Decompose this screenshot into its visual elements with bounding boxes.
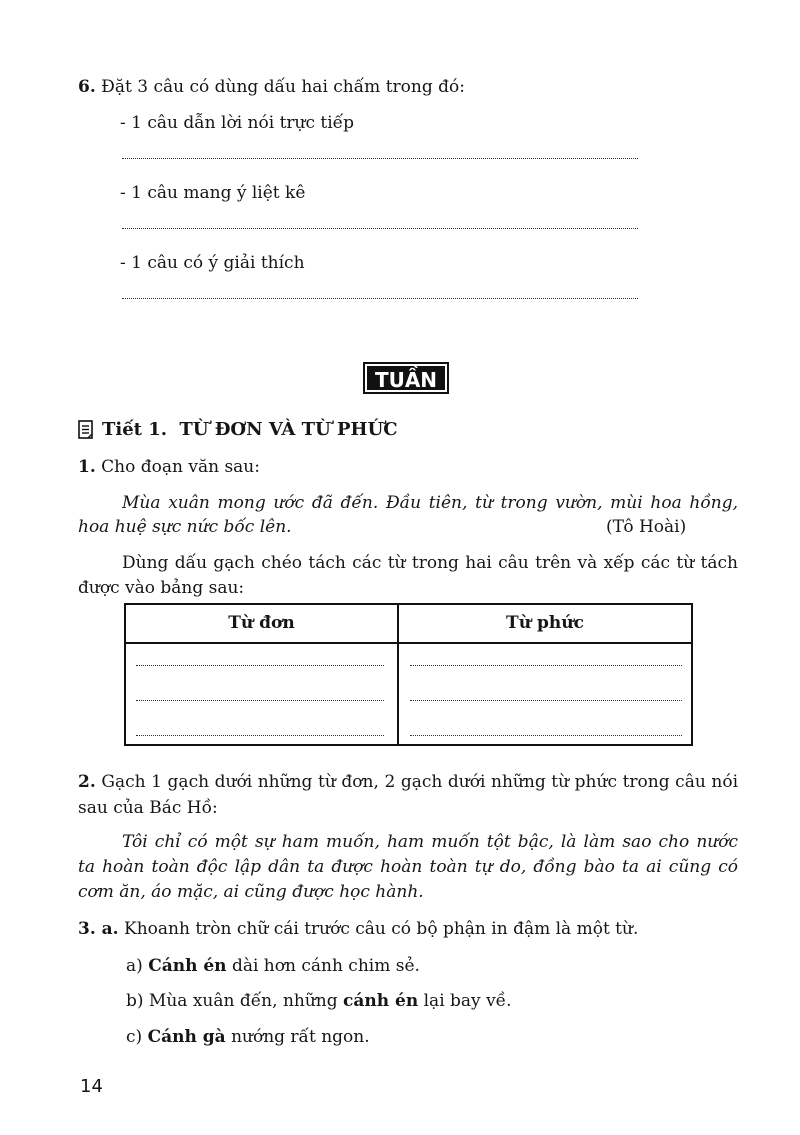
exercise-2-number: 2.: [78, 772, 96, 792]
exercise-3-text: Khoanh tròn chữ cái trước câu có bộ phận in đậm là một từ.: [124, 919, 639, 939]
option-b: [126, 990, 512, 1012]
quote-line-2: ta hoàn toàn độc lập dân ta được hoàn toàn tự do, đồng bào ta ai cũng có: [78, 857, 738, 877]
quote-line-3: cơm ăn, áo mặc, ai cũng được học hành.: [78, 882, 424, 902]
exercise-3-prompt: [78, 918, 638, 940]
table-header-compound-words: Từ phức: [506, 613, 584, 633]
passage-line-1: Mùa xuân mong ước đã đến. Đầu tiên, từ trong vườn, mùi hoa hồng,: [122, 493, 738, 513]
exercise-6-prompt: [78, 76, 465, 98]
lesson-title: TỪ ĐƠN VÀ TỪ PHỨC: [179, 419, 398, 440]
option-c-letter: c): [126, 1027, 143, 1047]
answer-line: [122, 298, 638, 299]
quote-line-1: Tôi chỉ có một sự ham muốn, ham muốn tột bậc, là làm sao cho nước: [122, 832, 738, 852]
exercise-6-item-3: - 1 câu có ý giải thích: [120, 253, 305, 273]
answer-line: [136, 700, 384, 701]
exercise-2-text: Gạch 1 gạch dưới những từ đơn, 2 gạch dưới những từ phức trong câu nói: [101, 772, 739, 792]
answer-line: [410, 665, 682, 666]
answer-line: [122, 158, 638, 159]
page-number: 14: [80, 1076, 103, 1097]
answer-line: [122, 228, 638, 229]
option-a-letter: a): [126, 956, 143, 976]
exercise-3-number: 3. a.: [78, 919, 119, 939]
table-header-rule: [126, 642, 691, 644]
instruction-line-2: được vào bảng sau:: [78, 578, 245, 598]
week-badge: TUẦN 3: [363, 362, 449, 394]
option-a-rest: dài hơn cánh chim sẻ.: [231, 956, 420, 976]
option-b-rest: lại bay về.: [423, 991, 512, 1011]
exercise-6-text: Đặt 3 câu có dùng dấu hai chấm trong đó:: [101, 77, 465, 97]
answer-line: [410, 735, 682, 736]
table-header-single-words: Từ đơn: [228, 613, 295, 633]
passage-author: (Tô Hoài): [606, 517, 687, 537]
exercise-6-item-1: - 1 câu dẫn lời nói trực tiếp: [120, 113, 355, 133]
option-c-bold-phrase: Cánh gà: [147, 1027, 226, 1047]
instruction-line-1: Dùng dấu gạch chéo tách các từ trong hai câu trên và xếp các từ tách: [122, 553, 738, 573]
option-a: [126, 955, 420, 977]
option-b-pre: Mùa xuân đến, những: [148, 991, 338, 1011]
exercise-1-number: 1.: [78, 457, 96, 477]
option-b-bold-phrase: cánh én: [343, 991, 419, 1011]
answer-line: [136, 665, 384, 666]
word-classification-table: [124, 603, 693, 746]
lesson-heading: [102, 418, 398, 442]
notebook-icon: [78, 420, 94, 440]
option-b-letter: b): [126, 991, 144, 1011]
lesson-label: Tiết 1.: [102, 419, 168, 440]
option-a-bold-phrase: Cánh én: [148, 956, 227, 976]
exercise-1-text: Cho đoạn văn sau:: [101, 457, 260, 477]
option-c-rest: nướng rất ngon.: [231, 1027, 370, 1047]
exercise-6-item-2: - 1 câu mang ý liệt kê: [120, 183, 306, 203]
option-c: [126, 1026, 370, 1048]
exercise-2-prompt-line-2: sau của Bác Hồ:: [78, 798, 218, 818]
answer-line: [410, 700, 682, 701]
passage-line-2: hoa huệ sực nức bốc lên.: [78, 517, 292, 537]
exercise-2-prompt: [78, 771, 738, 793]
answer-line: [136, 735, 384, 736]
exercise-6-number: 6.: [78, 77, 96, 97]
exercise-1-prompt: [78, 456, 260, 478]
